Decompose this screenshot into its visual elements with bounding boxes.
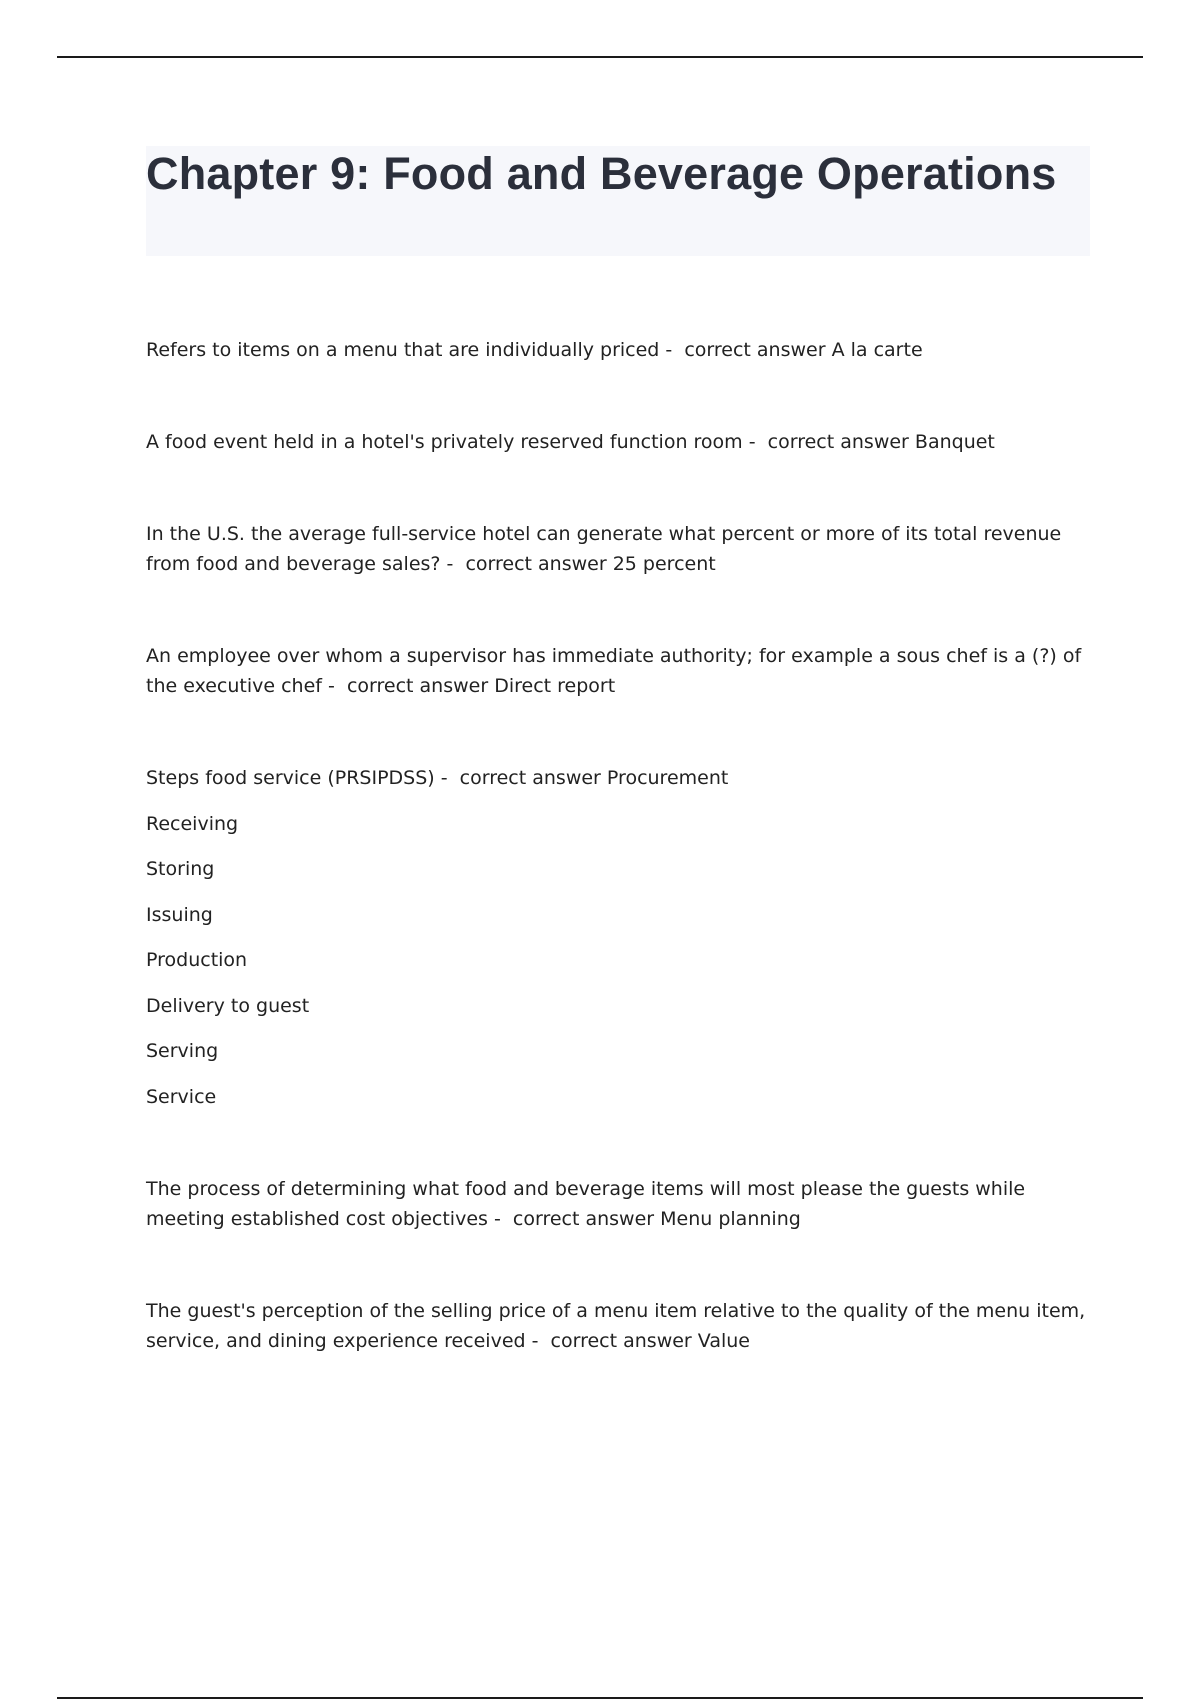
- step-item: Production: [146, 949, 248, 971]
- qa-prompt: The process of determining what food and beverage items will most please the guests while meeting established cost objectives: [146, 1177, 1026, 1230]
- qa-prompt: In the U.S. the average full-service hotel can generate what percent or more of its total revenue from food and beverage sales?: [146, 523, 1062, 575]
- qa-prompt: An employee over whom a supervisor has immediate authority; for example a sous chef is a (?) of the executive chef: [146, 645, 1082, 697]
- step-item: Issuing: [146, 903, 213, 926]
- qa-answer: Value: [697, 1329, 750, 1352]
- qa-separator: - correct answer: [321, 675, 495, 697]
- qa-separator: - correct answer: [525, 1329, 698, 1352]
- qa-item: [146, 519, 1090, 579]
- qa-prompt: Refers to items on a menu that are individually priced: [146, 339, 660, 361]
- qa-item: [146, 335, 1090, 365]
- step-item: Receiving: [146, 812, 239, 835]
- top-rule: [57, 56, 1143, 58]
- title-banner: [146, 146, 1090, 256]
- qa-answer: Direct report: [494, 675, 616, 697]
- qa-prompt: Steps food service (PRSIPDSS): [146, 767, 435, 789]
- page-title: Chapter 9: Food and Beverage Operations: [146, 148, 1057, 199]
- qa-separator: - correct answer: [434, 767, 607, 789]
- qa-item: [146, 763, 1090, 793]
- document-body: [146, 146, 1090, 1418]
- qa-separator: - correct answer: [440, 553, 613, 575]
- bottom-rule: [57, 1697, 1143, 1699]
- qa-prompt: A food event held in a hotel's privately reserved function room: [146, 431, 743, 453]
- qa-list: [146, 335, 1090, 1356]
- qa-prompt: The guest's perception of the selling price of a menu item relative to the quality of the menu item, service, and dining experience received: [146, 1299, 1086, 1352]
- step-item: Service: [146, 1085, 217, 1108]
- qa-item: [146, 427, 1090, 457]
- qa-separator: - correct answer: [487, 1207, 661, 1230]
- qa-answer: Banquet: [914, 431, 995, 453]
- step-item: Delivery to guest: [146, 994, 310, 1017]
- qa-answer: Procurement: [606, 767, 729, 789]
- step-item: Serving: [146, 1040, 219, 1062]
- qa-answer: 25 percent: [612, 553, 716, 575]
- qa-separator: - correct answer: [659, 339, 832, 361]
- qa-separator: - correct answer: [742, 431, 915, 453]
- qa-item: [146, 641, 1090, 701]
- qa-answer: Menu planning: [660, 1207, 801, 1230]
- qa-item: [146, 1174, 1090, 1234]
- qa-item-steps: [146, 763, 1090, 1112]
- step-item: Storing: [146, 858, 215, 880]
- qa-item: [146, 1296, 1090, 1356]
- qa-answer: A la carte: [831, 339, 923, 361]
